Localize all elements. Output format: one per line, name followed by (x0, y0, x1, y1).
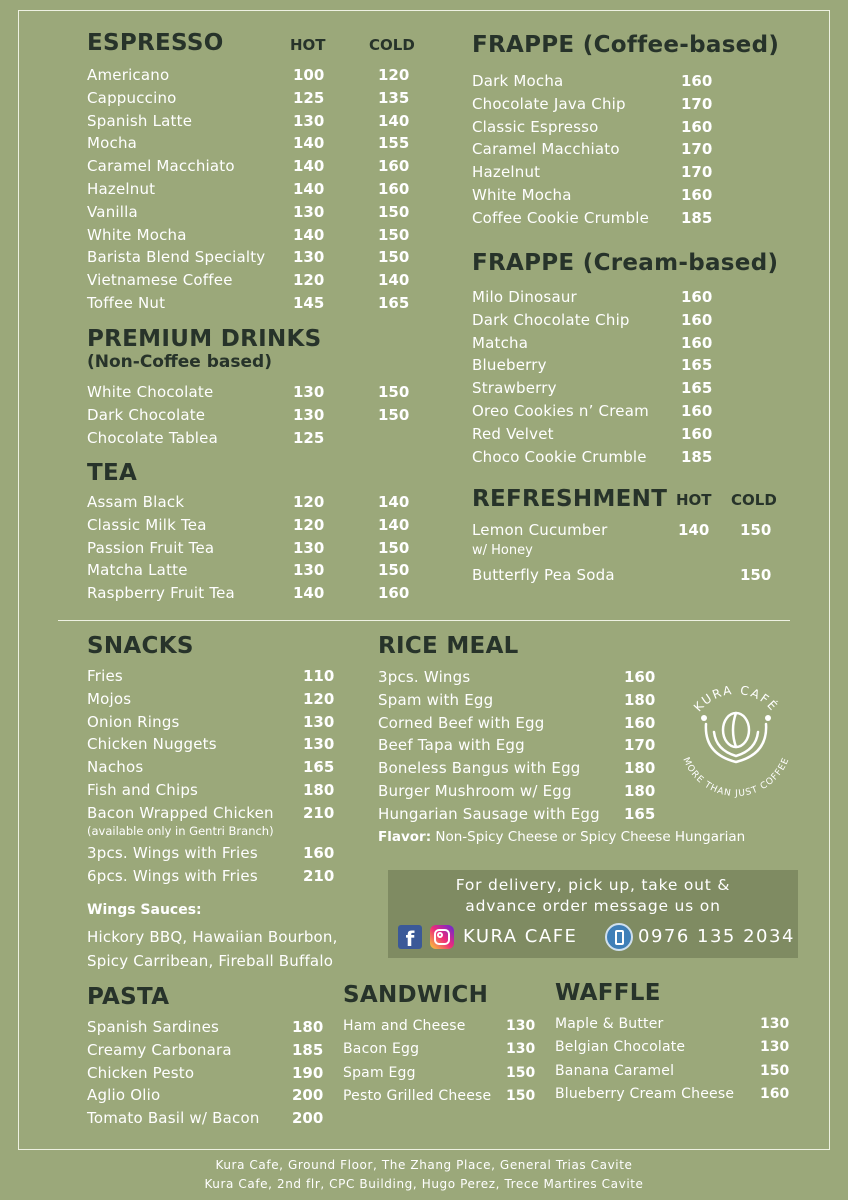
delivery-banner (388, 870, 798, 958)
menu-item-name: Chocolate Tablea (87, 428, 219, 447)
menu-item-name: Banana Caramel (555, 1062, 675, 1079)
menu-item-price-price: 150 (506, 1087, 536, 1104)
menu-item-name: Blueberry Cream Cheese (555, 1085, 735, 1102)
menu-item-name: White Mocha (87, 225, 187, 244)
frappe-coffee-title: FRAPPE (Coffee-based) (472, 32, 780, 58)
menu-item-name: Milo Dinosaur (472, 288, 577, 306)
menu-item-name: Chocolate Java Chip (472, 94, 626, 113)
menu-item-name: Burger Mushroom w/ Egg (378, 782, 572, 800)
footer-address: Kura Cafe, 2nd flr, CPC Building, Hugo Perez, Trece Martires Cavite (204, 1177, 644, 1191)
flavor-label: Flavor: (378, 829, 432, 845)
menu-item-price-price: 180 (624, 759, 656, 778)
menu-item-price-price: 170 (681, 94, 713, 113)
menu-item-price-price: 165 (681, 356, 713, 375)
menu-item-name: Hungarian Sausage with Egg (378, 804, 600, 823)
menu-item-price-price: 210 (303, 803, 335, 822)
menu-item-price-cold: 160 (378, 180, 410, 198)
menu-item-price-cold: 150 (378, 202, 410, 221)
menu-item-price-price: 185 (292, 1040, 324, 1059)
menu-item-price-hot: 130 (293, 202, 325, 221)
menu-item-price-cold: 140 (378, 111, 410, 130)
menu-item-price-hot: 130 (293, 561, 325, 580)
menu-item-name: Coffee Cookie Crumble (472, 208, 649, 227)
menu-item-price-price: 180 (624, 690, 656, 709)
bacon-availability-note: (available only in Gentri Branch) (87, 824, 274, 838)
menu-item-price-price: 170 (681, 140, 713, 159)
frappe-cream-title: FRAPPE (Cream-based) (472, 250, 779, 276)
rice-meal-title: RICE MEAL (378, 633, 519, 659)
tea-title: TEA (87, 460, 138, 486)
menu-item-name: Hazelnut (472, 163, 541, 182)
snacks-title: SNACKS (87, 633, 194, 659)
menu-item-price-hot: 140 (293, 225, 325, 244)
phone-icon[interactable] (605, 923, 633, 951)
menu-item-price-price: 185 (681, 447, 713, 466)
menu-item-name: Onion Rings (87, 712, 180, 731)
menu-item-price-price: 170 (624, 736, 656, 755)
menu-item-name: Ham and Cheese (343, 1018, 466, 1034)
premium-title: PREMIUM DRINKS (87, 326, 322, 352)
menu-item-price-price: 160 (624, 713, 656, 732)
flavor-note (378, 829, 745, 845)
logo-top-text: KURA CAFÉ (690, 682, 782, 715)
delivery-line: For delivery, pick up, take out & (455, 876, 731, 894)
menu-item-price-cold: 140 (378, 493, 410, 511)
menu-item-price-cold: 120 (378, 66, 410, 84)
menu-item-name: Caramel Macchiato (87, 157, 235, 176)
menu-item-name: Spam with Egg (378, 690, 494, 709)
menu-item-name: Corned Beef with Egg (378, 713, 545, 732)
menu-item-name: Belgian Chocolate (555, 1039, 686, 1056)
menu-item-name: Spam Egg (343, 1064, 416, 1081)
menu-item-price-price: 180 (624, 782, 656, 800)
menu-item-price-hot: 120 (293, 515, 325, 534)
menu-item-price-cold: 135 (378, 88, 410, 107)
menu-item-price-hot: 130 (293, 248, 325, 267)
menu-item-name: Fries (87, 667, 123, 685)
menu-item-name: Mocha (87, 134, 138, 153)
menu-item-price-cold: 160 (378, 584, 410, 603)
menu-item-name: Classic Milk Tea (87, 515, 207, 534)
menu-item-price-hot: 120 (293, 493, 325, 511)
menu-item-price-price: 120 (303, 689, 335, 708)
menu-item-name: Americano (87, 66, 170, 84)
menu-item-name: Tomato Basil w/ Bacon (87, 1109, 260, 1128)
delivery-line: advance order message us on (465, 897, 721, 915)
menu-item-price-price: 130 (760, 1016, 790, 1032)
menu-item-name: Chicken Nuggets (87, 735, 217, 754)
menu-item-price-price: 160 (681, 288, 713, 306)
menu-item-price-price: 160 (760, 1085, 790, 1102)
menu-item-name: Classic Espresso (472, 117, 599, 136)
menu-item-price-price: 130 (303, 735, 335, 754)
wings-sauces-line: Hickory BBQ, Hawaiian Bourbon, (87, 928, 338, 946)
wings-sauces-label: Wings Sauces: (87, 902, 202, 918)
menu-item-price-price: 150 (506, 1064, 536, 1081)
refreshment-item-name: Butterfly Pea Soda (472, 566, 615, 584)
menu-item-price-price: 190 (292, 1063, 324, 1082)
refreshment-item-cold: 150 (740, 566, 772, 584)
menu-item-price-price: 130 (760, 1039, 790, 1056)
menu-item-name: White Mocha (472, 186, 572, 204)
pasta-title: PASTA (87, 984, 170, 1010)
menu-item-price-price: 165 (624, 804, 656, 823)
menu-item-name: Bacon Wrapped Chicken (87, 803, 274, 822)
menu-item-name: Vietnamese Coffee (87, 271, 233, 290)
refreshment-item-hot: 140 (678, 521, 710, 539)
menu-item-price-price: 210 (303, 866, 335, 885)
menu-item-name: Mojos (87, 689, 132, 708)
menu-item-price-price: 160 (681, 117, 713, 136)
menu-item-name: Dark Chocolate Chip (472, 310, 630, 329)
menu-item-name: Red Velvet (472, 424, 554, 443)
menu-item-name: Strawberry (472, 379, 557, 398)
menu-item-price-hot: 120 (293, 271, 325, 290)
refreshment-item-note: w/ Honey (472, 543, 533, 558)
menu-item-name: Nachos (87, 758, 144, 777)
menu-item-price-price: 180 (303, 781, 335, 799)
menu-item-price-price: 200 (292, 1109, 324, 1128)
refreshment-cold-header: COLD (731, 491, 777, 509)
menu-item-name: Creamy Carbonara (87, 1040, 232, 1059)
menu-item-price-cold: 150 (378, 248, 410, 267)
menu-item-name: 6pcs. Wings with Fries (87, 866, 258, 885)
svg-text:KURA CAFÉ (691, 683, 782, 714)
menu-item-name: Spanish Sardines (87, 1018, 220, 1036)
menu-item-name: Cappuccino (87, 88, 177, 107)
menu-item-name: Raspberry Fruit Tea (87, 584, 235, 603)
refreshment-item-cold: 150 (740, 521, 772, 539)
menu-item-price-hot: 130 (293, 111, 325, 130)
menu-item-name: Pesto Grilled Cheese (343, 1087, 492, 1104)
menu-item-name: Aglio Olio (87, 1086, 161, 1105)
menu-item-price-cold: 140 (378, 515, 410, 534)
instagram-icon[interactable] (430, 925, 454, 949)
menu-item-price-price: 185 (681, 208, 713, 227)
menu-item-price-price: 130 (506, 1018, 536, 1034)
menu-item-price-price: 110 (303, 667, 335, 685)
menu-item-price-price: 130 (303, 712, 335, 731)
refreshment-title: REFRESHMENT (472, 486, 668, 512)
menu-item-price-price: 165 (681, 379, 713, 398)
menu-item-name: Chicken Pesto (87, 1063, 195, 1082)
menu-item-name: 3pcs. Wings (378, 668, 471, 686)
menu-item-price-price: 130 (506, 1041, 536, 1058)
sandwich-title: SANDWICH (343, 982, 489, 1008)
espresso-cold-header: COLD (369, 36, 415, 54)
menu-item-name: Fish and Chips (87, 781, 199, 799)
menu-item-price-hot: 130 (293, 383, 325, 401)
menu-item-price-price: 160 (681, 310, 713, 329)
menu-item-name: Oreo Cookies n’ Cream (472, 402, 649, 420)
menu-item-price-cold: 150 (378, 225, 410, 244)
menu-item-name: White Chocolate (87, 383, 214, 401)
phone-number[interactable]: 0976 135 2034 (638, 926, 795, 947)
menu-item-price-price: 160 (681, 333, 713, 352)
menu-item-name: Barista Blend Specialty (87, 248, 266, 267)
menu-item-price-cold: 150 (378, 383, 410, 401)
menu-item-price-hot: 140 (293, 180, 325, 198)
wings-sauces-line: Spicy Carribean, Fireball Buffalo (87, 952, 334, 970)
menu-item-name: Hazelnut (87, 180, 156, 198)
menu-item-price-cold: 150 (378, 561, 410, 580)
refreshment-hot-header: HOT (676, 491, 712, 509)
menu-item-price-price: 180 (292, 1018, 324, 1036)
menu-item-price-price: 170 (681, 163, 713, 182)
espresso-hot-header: HOT (290, 36, 326, 54)
menu-item-price-price: 150 (760, 1062, 790, 1079)
menu-item-price-hot: 130 (293, 538, 325, 557)
menu-item-name: Dark Mocha (472, 72, 564, 90)
menu-item-price-hot: 140 (293, 584, 325, 603)
waffle-title: WAFFLE (555, 980, 661, 1006)
menu-item-name: Dark Chocolate (87, 405, 206, 424)
menu-item-price-cold: 160 (378, 157, 410, 176)
menu-item-name: Matcha Latte (87, 561, 188, 580)
menu-item-name: Vanilla (87, 202, 138, 221)
espresso-title: ESPRESSO (87, 30, 224, 56)
menu-item-price-price: 160 (303, 844, 335, 862)
menu-item-price-hot: 125 (293, 428, 325, 447)
premium-subtitle: (Non-Coffee based) (87, 352, 272, 372)
menu-item-name: Passion Fruit Tea (87, 538, 215, 557)
menu-item-name: Blueberry (472, 356, 547, 375)
logo-bottom-text: MORE THAN JUST COFFEE (680, 756, 792, 800)
facebook-icon[interactable]: f (398, 925, 422, 949)
flavor-text: Non-Spicy Cheese or Spicy Cheese Hungarian (435, 829, 746, 845)
menu-item-price-cold: 140 (378, 271, 410, 290)
menu-item-price-price: 200 (292, 1086, 324, 1105)
menu-item-name: Assam Black (87, 493, 185, 511)
menu-item-name: 3pcs. Wings with Fries (87, 844, 258, 862)
menu-item-price-price: 160 (681, 402, 713, 420)
menu-item-price-hot: 145 (293, 294, 325, 312)
menu-item-name: Caramel Macchiato (472, 140, 620, 159)
menu-item-price-hot: 130 (293, 405, 325, 424)
menu-item-price-cold: 150 (378, 405, 410, 424)
menu-item-name: Beef Tapa with Egg (378, 736, 525, 755)
menu-item-name: Matcha (472, 333, 529, 352)
section-divider (58, 620, 790, 621)
menu-item-price-price: 160 (681, 186, 713, 204)
refreshment-item-name: Lemon Cucumber (472, 521, 608, 539)
kura-cafe-logo (668, 672, 804, 808)
menu-item-price-hot: 125 (293, 88, 325, 107)
menu-item-price-price: 165 (303, 758, 335, 777)
menu-item-price-hot: 140 (293, 134, 325, 153)
menu-item-name: Toffee Nut (87, 294, 166, 312)
menu-item-name: Spanish Latte (87, 111, 193, 130)
menu-item-price-hot: 140 (293, 157, 325, 176)
menu-item-name: Boneless Bangus with Egg (378, 759, 581, 778)
menu-item-name: Choco Cookie Crumble (472, 447, 647, 466)
social-account-name: KURA CAFE (463, 926, 578, 947)
coffee-bean-hands-icon (706, 713, 766, 762)
menu-item-price-cold: 150 (378, 538, 410, 557)
menu-item-price-hot: 100 (293, 66, 325, 84)
menu-item-price-price: 160 (624, 668, 656, 686)
footer-address: Kura Cafe, Ground Floor, The Zhang Place, General Trias Cavite (215, 1158, 633, 1172)
menu-item-name: Bacon Egg (343, 1041, 420, 1058)
menu-item-name: Maple & Butter (555, 1016, 664, 1032)
menu-item-price-cold: 165 (378, 294, 410, 312)
menu-item-price-cold: 155 (378, 134, 410, 153)
menu-item-price-price: 160 (681, 72, 713, 90)
menu-item-price-price: 160 (681, 424, 713, 443)
